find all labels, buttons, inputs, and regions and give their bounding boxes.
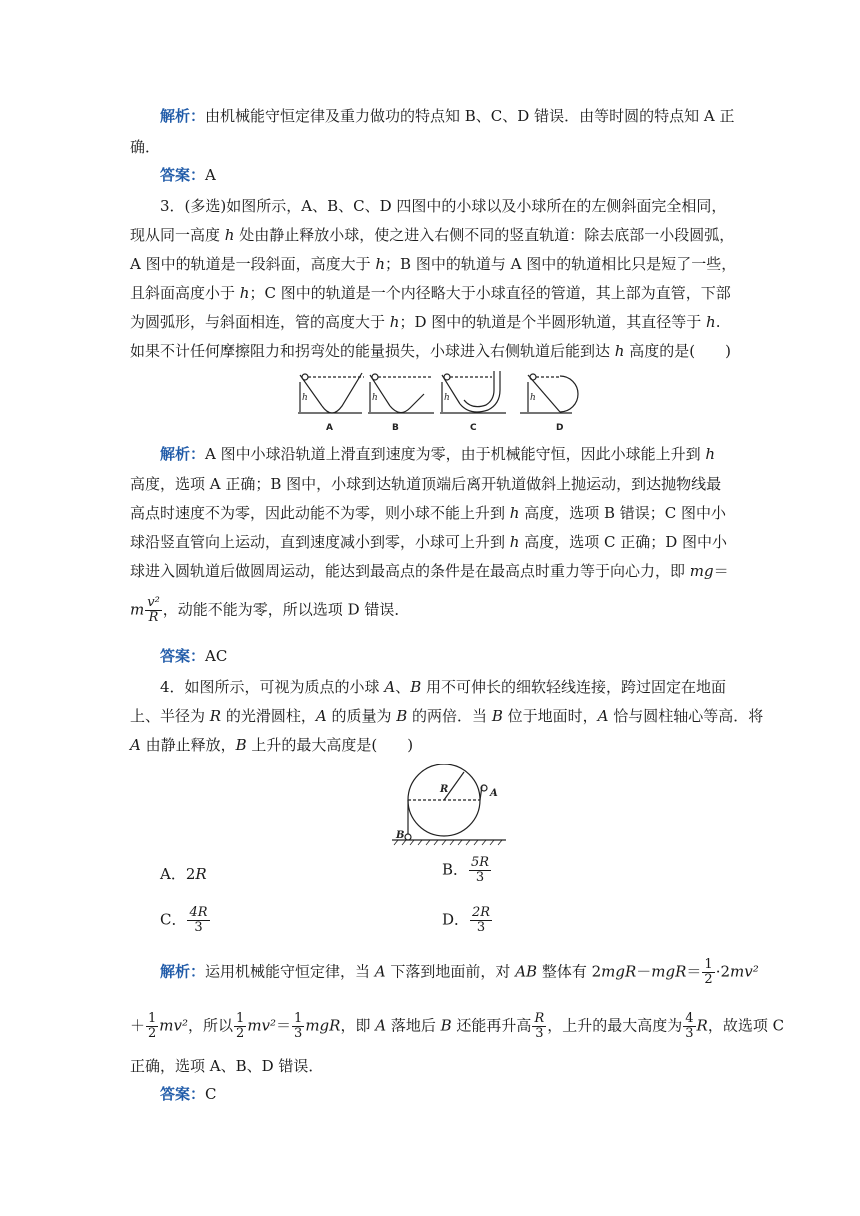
option-b[interactable]: B． $\frac{5R}{3}$ <box>442 855 490 885</box>
q3-analysis-line-6: m $\frac{\text{v²}}{R}$ ，动能不能为零，所以选项 D 错误． <box>130 595 410 625</box>
svg-text:h: h <box>444 393 450 403</box>
svg-text:A: A <box>490 788 498 799</box>
fig-label-c: C <box>470 423 477 433</box>
q4-stem-line-2: 上、半径为 R 的光滑圆柱，A 的质量为 B 的两倍．当 B 位于地面时，A 恰与圆柱轴心等高．将 <box>130 707 764 725</box>
q4-answer: 答案：C <box>160 1085 217 1103</box>
q2-analysis-line-2: 确． <box>130 138 161 156</box>
svg-text:B: B <box>396 830 405 841</box>
q3-analysis-line-4: 球沿竖直管向上运动，直到速度减小到零，小球可上升到 h 高度，选项 C 正确；D 图中小 <box>130 533 728 551</box>
q3-stem-line-1: 3．(多选)如图所示，A、B、C、D 四图中的小球以及小球所在的左侧斜面完全相同， <box>160 197 727 215</box>
q3-analysis-line-3: 高点时速度不为零，因此动能不为零，则小球不能上升到 h 高度，选项 B 错误；C 图中小 <box>130 504 727 522</box>
q3-track-figure <box>292 368 582 434</box>
svg-text:h: h <box>372 393 378 403</box>
track-c <box>440 371 506 413</box>
svg-text:h: h <box>530 393 536 403</box>
q3-stem-line-6: 如果不计任何摩擦阻力和拐弯处的能量损失，小球进入右侧轨道后能到达 h 高度的是( ) <box>130 342 731 360</box>
q4-stem-line-3: A 由静止释放，B 上升的最大高度是( ) <box>130 736 414 754</box>
option-d[interactable]: D． $\frac{2R}{3}$ <box>442 905 491 935</box>
q3-stem-line-5: 为圆弧形，与斜面相连，管的高度大于 h；D 图中的轨道是个半圆形轨道，其直径等于 h. <box>130 313 721 331</box>
q3-stem-line-3: A 图中的轨道是一段斜面，高度大于 h；B 图中的轨道与 A 图中的轨道相比只是短了一些， <box>130 255 737 273</box>
answer-label: 答案： <box>160 166 206 184</box>
track-a <box>298 373 364 413</box>
q3-answer: 答案：AC <box>160 647 228 665</box>
q4-analysis-line-2: ＋ $\frac{1}{2}$ mv²，所以 $\frac{1}{2}$ mv²＝ $\frac{1}{3}$ mgR，即 A 落地后 B 还能再升高 $\frac{R}{3}$ ，上升的最大高度为 $\frac{4}{3}$ R，故选项 C <box>130 1011 785 1041</box>
track-b <box>368 374 434 413</box>
q4-cylinder-figure <box>388 764 510 846</box>
svg-text:h: h <box>302 393 308 403</box>
svg-text:R: R <box>440 784 449 795</box>
fig-label-d: D <box>556 423 564 433</box>
q4-analysis-line-3: 正确，选项 A、B、D 错误． <box>130 1057 324 1075</box>
q3-stem-line-4: 且斜面高度小于 h；C 图中的轨道是一个内径略大于小球直径的管道，其上部为直管，下部 <box>130 284 731 302</box>
q4-stem-line-1: 4．如图所示，可视为质点的小球 A、B 用不可伸长的细软轻线连接，跨过固定在地面 <box>160 678 726 696</box>
q2-answer: 答案：A <box>160 166 216 184</box>
q3-stem-line-2: 现从同一高度 h 处由静止释放小球，使之进入右侧不同的竖直轨道：除去底部一小段圆弧， <box>130 226 735 244</box>
track-d <box>520 374 578 413</box>
fig-label-a: A <box>326 423 333 433</box>
q3-analysis-line-5: 球进入圆轨道后做圆周运动，能达到最高点的条件是在最高点时重力等于向心力，即 mg＝ <box>130 562 729 580</box>
analysis-label: 解析： <box>160 107 206 125</box>
option-a[interactable]: A．2R <box>160 865 207 883</box>
q4-analysis-line-1: 解析：运用机械能守恒定律，当 A 下落到地面前，对 AB 整体有 2mgR－mgR＝ $\frac{1}{2}$ ·2mv² <box>160 957 759 987</box>
option-c[interactable]: C． $\frac{4R}{3}$ <box>160 905 208 935</box>
q2-analysis-line-1: 解析：由机械能守恒定律及重力做功的特点知 B、C、D 错误．由等时圆的特点知 A 正 <box>160 107 735 125</box>
q3-analysis-line-1: 解析：A 图中小球沿轨道上滑直到速度为零，由于机械能守恒，因此小球能上升到 h <box>160 445 716 463</box>
fig-label-b: B <box>392 423 399 433</box>
q3-analysis-line-2: 高度，选项 A 正确；B 图中，小球到达轨道顶端后离开轨道做斜上抛运动，到达抛物线最 <box>130 475 722 493</box>
